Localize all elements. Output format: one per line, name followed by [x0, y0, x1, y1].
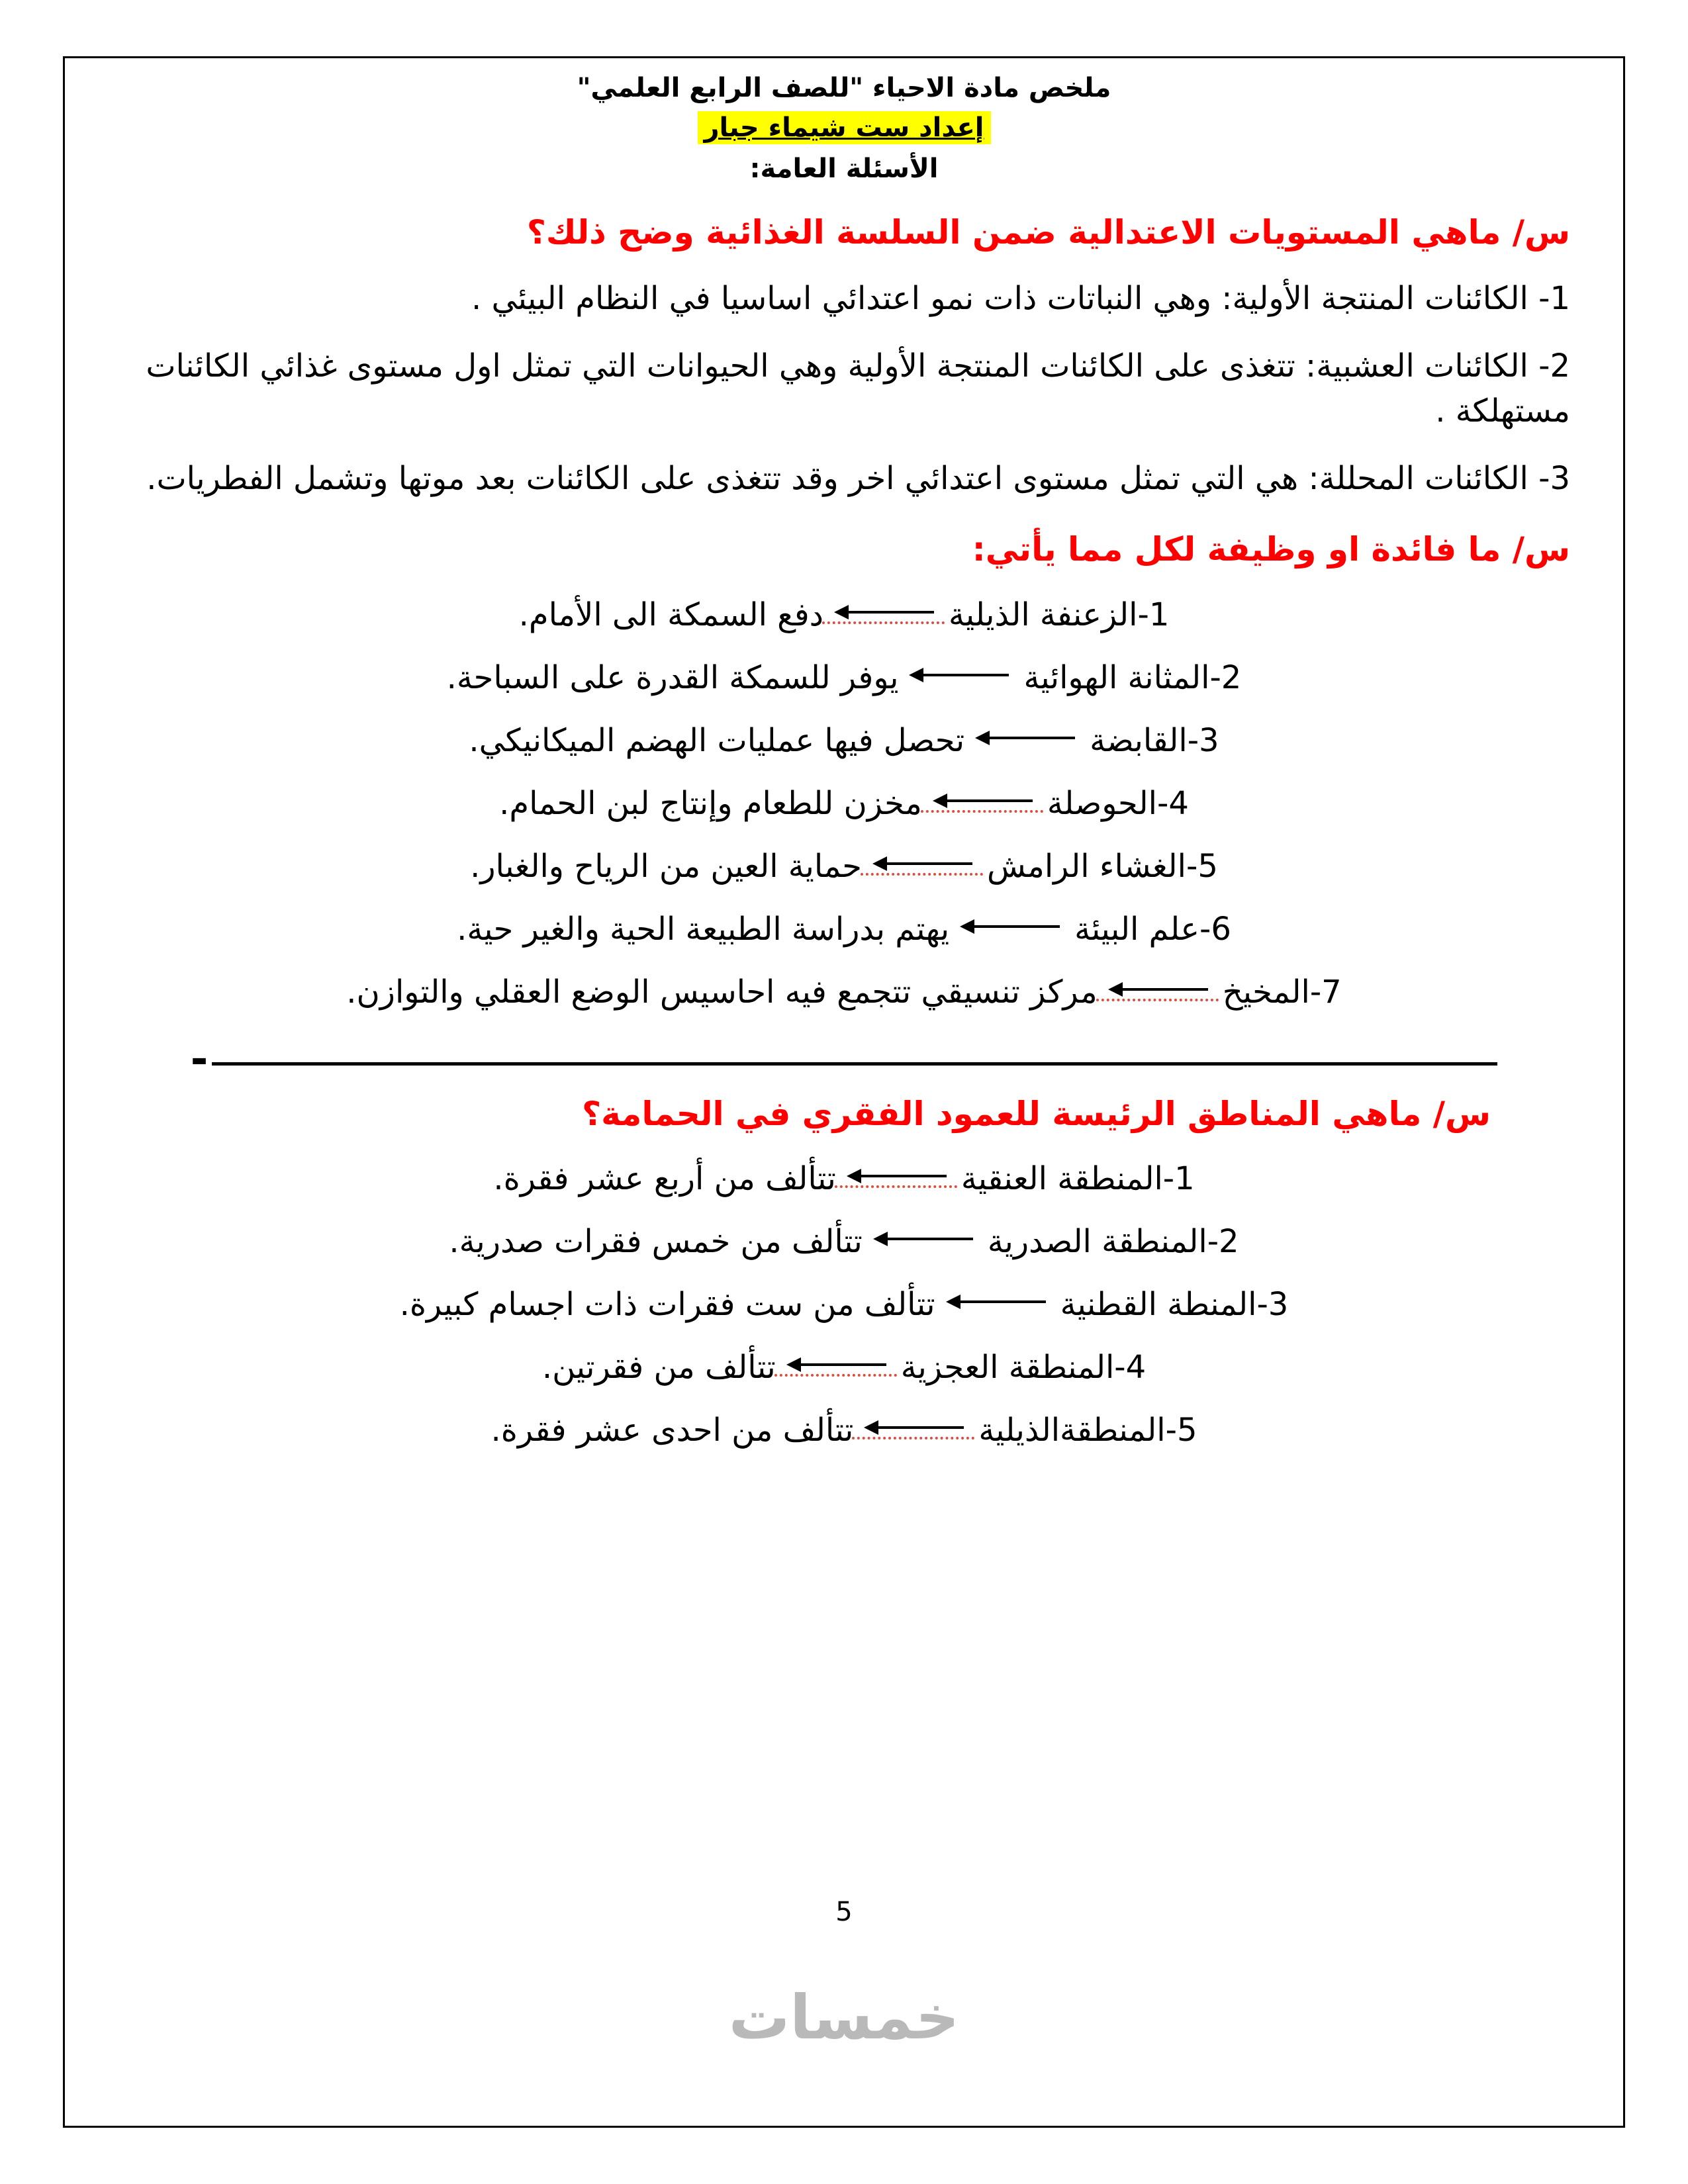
definition-row	[118, 972, 1570, 1011]
arrow-icon	[876, 862, 972, 865]
definition-row	[118, 909, 1570, 948]
document-title: ملخص مادة الاحياء "للصف الرابع العلمي"	[577, 73, 1111, 103]
term-label: 3-القابضة	[1090, 721, 1219, 759]
question-1-answer: 3- الكائنات المحللة: هي التي تمثل مستوى اعتدائي اخر وقد تتغذى على الكائنات بعد موتها وتشمل الفطريات.	[146, 459, 1570, 497]
arrow-icon	[1112, 988, 1208, 991]
term-label: 1-الزعنفة الذيلية	[949, 596, 1170, 633]
arrow-icon	[851, 1175, 947, 1177]
arrow-icon	[838, 611, 934, 614]
section-divider: -	[191, 1062, 1498, 1066]
definition-text: تحصل فيها عمليات الهضم الميكانيكي.	[469, 721, 965, 759]
definition-text: حماية العين من الرياح والغبار.	[470, 847, 862, 885]
question-3-heading: س/ ماهي المناطق الرئيسة للعمود الفقري في الحمامة؟	[582, 1094, 1491, 1133]
definition-row	[118, 1284, 1570, 1323]
term-label: 5-الغشاء الرامش	[986, 847, 1218, 885]
definition-text: تتألف من فقرتين.	[541, 1349, 776, 1387]
term-label: 4-الحوصلة	[1047, 784, 1189, 822]
term-label: 1-المنطقة العنقية	[961, 1160, 1195, 1198]
page-frame	[63, 56, 1625, 2128]
definition-row	[118, 1347, 1570, 1386]
page-number: 5	[835, 1897, 853, 1927]
definition-text: مركز تنسيقي تتجمع فيه احاسيس الوضع العقلي والتوازن.	[346, 973, 1098, 1011]
question-1-answer: 2- الكائنات العشبية: تتغذى على الكائنات المنتجة الأولية وهي الحيوانات التي تمثل اول مستوى غذائي الكائنات مستهلكة .	[146, 347, 1570, 430]
question-2-heading: س/ ما فائدة او وظيفة لكل مما يأتي:	[972, 530, 1570, 569]
definition-text: يوفر للسمكة القدرة على السباحة.	[446, 659, 899, 696]
prepared-by-highlight: إعداد ست شيماء جبار	[698, 111, 991, 144]
definition-row	[118, 783, 1570, 822]
term-label: 7-المخيخ	[1222, 973, 1342, 1011]
arrow-icon	[877, 1238, 973, 1240]
watermark-logo: خمسات	[728, 1982, 960, 2053]
definition-text: تتألف من خمس فقرات صدرية.	[449, 1223, 863, 1261]
definition-text: تتألف من احدى عشر فقرة.	[491, 1412, 854, 1449]
arrow-icon	[868, 1426, 964, 1429]
arrow-icon	[964, 925, 1060, 928]
definition-text: يهتم بدراسة الطبيعة الحية والغير حية.	[457, 910, 950, 948]
arrow-icon	[950, 1300, 1046, 1303]
definition-text: تتألف من ست فقرات ذات اجسام كبيرة.	[399, 1286, 935, 1324]
arrow-icon	[790, 1363, 886, 1366]
term-label: 5-المنطقةالذيلية	[978, 1412, 1197, 1449]
definition-text: دفع السمكة الى الأمام.	[518, 596, 824, 633]
question-1-answer: 1- الكائنات المنتجة الأولية: وهي النباتات ذات نمو اعتدائي اساسيا في النظام البيئي .	[471, 279, 1570, 317]
arrow-icon	[937, 799, 1033, 802]
definition-row	[118, 720, 1570, 759]
definition-row	[118, 1158, 1570, 1197]
arrow-icon	[913, 674, 1009, 676]
arrow-icon	[979, 737, 1075, 739]
term-label: 4-المنطقة العجزية	[900, 1349, 1147, 1387]
definition-row	[118, 846, 1570, 885]
term-label: 3-المنطة القطنية	[1060, 1286, 1289, 1324]
term-label: 2-المثانة الهوائية	[1023, 659, 1242, 696]
term-label: 6-علم البيئة	[1074, 910, 1231, 948]
definition-text: مخزن للطعام وإنتاج لبن الحمام.	[499, 784, 922, 822]
definition-row	[118, 1410, 1570, 1449]
prepared-by-line	[118, 113, 1570, 143]
term-label: 2-المنطقة الصدرية	[987, 1223, 1239, 1261]
definition-row	[118, 1221, 1570, 1260]
question-1-heading: س/ ماهي المستويات الاعتدالية ضمن السلسة الغذائية وضح ذلك؟	[526, 213, 1570, 251]
definition-text: تتألف من أربع عشر فقرة.	[493, 1160, 836, 1198]
general-questions-heading: الأسئلة العامة:	[749, 154, 939, 184]
definition-row	[118, 594, 1570, 633]
definition-row	[118, 657, 1570, 696]
